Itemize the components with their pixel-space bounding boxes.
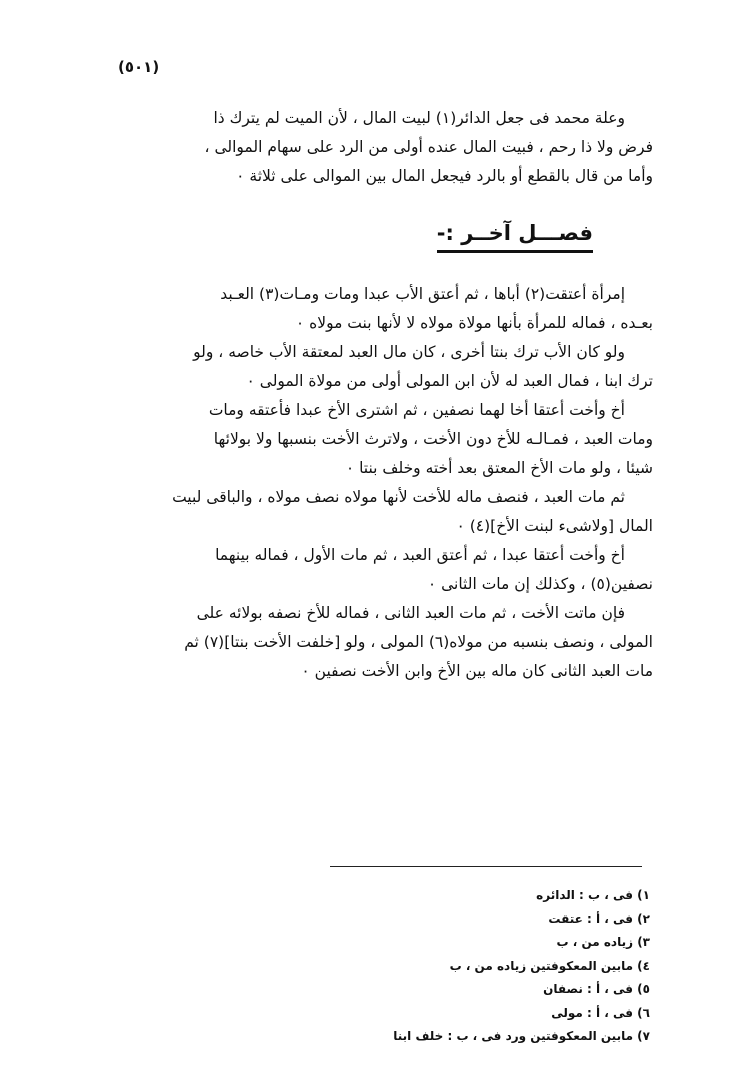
body-line: شيئا ، ولو مات الأخ المعتق بعد أخته وخلف بنتا ٠: [345, 459, 653, 477]
footnote: ٣) زياده من ، ب: [556, 935, 650, 949]
body-line: بعـده ، فماله للمرأة بأنها مولاة مولاه لا لأنها بنت مولاه ٠: [295, 314, 653, 332]
body-line: إمرأة أعتقت(٢) أباها ، ثم أعتق الأب عبدا ومات ومـات(٣) العـبد: [220, 285, 625, 303]
footnote: ٤) مابين المعكوفتين زياده من ، ب: [449, 958, 650, 973]
intro-line: وأما من قال بالقطع أو بالرد فيجعل المال بين الموالى على ثلاثة ٠: [236, 167, 653, 185]
footnotes: [330, 884, 650, 1049]
body-line: ومات العبد ، فمـالـه للأخ دون الأخت ، ولاترث الأخت بنسبها ولا بولائها: [213, 430, 653, 448]
body-line: فإن ماتت الأخت ، ثم مات العبد الثانى ، فماله للأخ نصفه بولائه على: [196, 604, 625, 622]
body-line: أخ وأخت أعتقا عبدا ، ثم أعتق العبد ، ثم مات الأول ، فماله بينهما: [215, 546, 625, 564]
footnote: ٥) فى ، أ : نصفان: [543, 982, 650, 996]
page-number: (٥٠١): [118, 58, 160, 76]
section-heading: فصـــل آخــر :-: [437, 218, 593, 253]
intro-paragraph: [98, 104, 653, 191]
body-line: نصفين(٥) ، وكذلك إن مات الثانى ٠: [427, 575, 653, 593]
body-line: ثم مات العبد ، فنصف ماله للأخت لأنها مولاه نصف مولاه ، والباقى لبيت: [172, 488, 625, 506]
body-line: المال [ولاشىء لبنت الأخ](٤) ٠: [456, 517, 653, 535]
body-line: ترك ابنا ، فمال العبد له لأن ابن المولى أولى من مولاة المولى ٠: [246, 372, 653, 390]
intro-line: وعلة محمد فى جعل الدائر(١) لبيت المال ، لأن الميت لم يترك ذا: [213, 109, 625, 127]
body-line: مات العبد الثانى كان ماله بين الأخ وابن الأخت نصفين ٠: [301, 662, 653, 680]
body-line: أخ وأخت أعتقا أخا لهما نصفين ، ثم اشترى الأخ عبدا فأعتقه ومات: [208, 401, 625, 419]
footnote-separator: [330, 866, 642, 867]
intro-line: فرض ولا ذا رحم ، فبيت المال عنده أولى من الرد على سهام الموالى ،: [204, 138, 653, 156]
section-body: [98, 280, 653, 686]
body-line: ولو كان الأب ترك بنتا أخرى ، كان مال العبد لمعتقة الأب خاصه ، ولو: [193, 343, 625, 361]
footnote: ٢) فى ، أ : عتقت: [548, 911, 650, 926]
body-line: المولى ، ونصف بنسبه من مولاه(٦) المولى ، ولو [خلفت الأخت بنتا](٧) ثم: [184, 633, 653, 651]
footnote: ١) فى ، ب : الدائره: [536, 888, 650, 902]
footnote: ٦) فى ، أ : مولى: [551, 1005, 650, 1020]
footnote: ٧) مابين المعكوفتين ورد فى ، ب : خلف ابنا: [393, 1029, 650, 1043]
